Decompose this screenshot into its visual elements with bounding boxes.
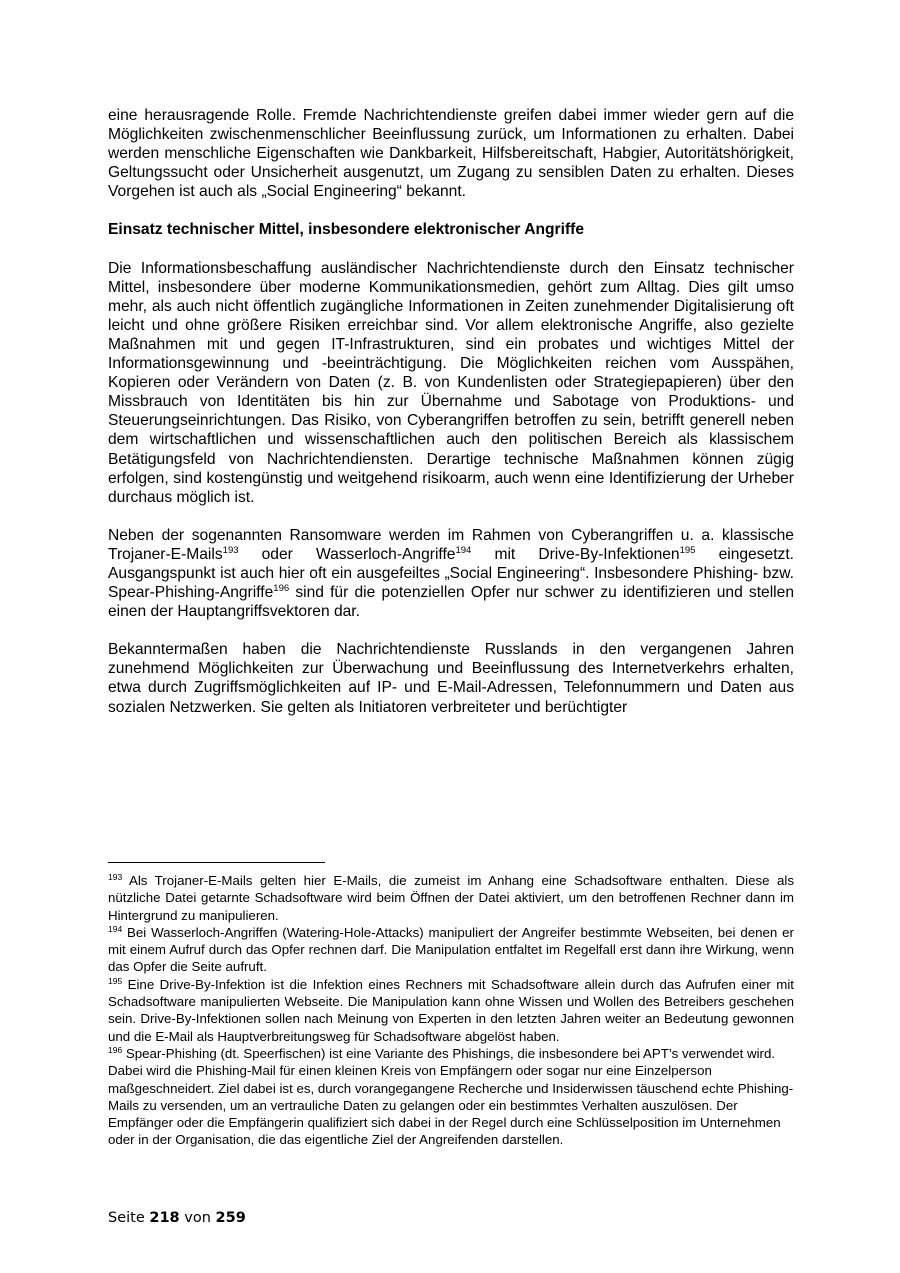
footnote-ref-196[interactable]: 196 [273,583,290,595]
text-run: eingesetzt. Ausgangspunkt ist auch hier oft ein ausgefeiltes „Social Engineering“. Insbesondere Phishing- bzw. Spear-Phishing-Angriffe [108,545,794,602]
footnote-193 [108,872,794,924]
footnote-ref-194[interactable]: 194 [455,544,472,556]
text-run: oder Wasserloch-Angriffe [238,545,456,563]
total-pages: 259 [215,1210,246,1226]
current-page: 218 [149,1210,180,1226]
footnote-195 [108,976,794,1045]
footnote-ref-193[interactable]: 193 [222,544,239,556]
text-run: mit Drive-By-Infektionen [471,545,680,563]
footnote-number: 195 [108,975,123,986]
text-run: Neben der sogenannten Ransomware werden im Rahmen von Cyberangriffen u. a. klassische Trojaner-E-Mails [108,526,794,563]
footnote-number: 194 [108,923,123,934]
footnote-text: Als Trojaner-E-Mails gelten hier E-Mails, die zumeist im Anhang eine Schadsoftware enthalten. Diese als nützliche Datei getarnte Schadsoftware wird beim Öffnen der Datei aktiviert, um den betroffenen Rechner dann im Hintergrund zu manipulieren. [108,873,794,923]
footnote-number: 193 [108,872,123,882]
page-number [108,1210,246,1226]
page-label: Seite [108,1210,150,1226]
paragraph-russia-services: Bekanntermaßen haben die Nachrichtendienste Russlands in den vergangenen Jahren zunehmend Möglichkeiten zur Überwachung und Beeinflussung des Internetverkehrs erhalten, etwa durch Zugriffsmöglichkeiten auf IP- und E-Mail-Adressen, Telefonnummern und Daten aus sozialen Netzwerken. Sie gelten als Initiatoren verbreiteter und berüchtigter [108,641,794,716]
footnote-text: Bei Wasserloch-Angriffen (Watering-Hole-Attacks) manipuliert der Angreifer bestimmte Webseiten, bei denen er mit einem Aufruf durch das Opfer rechnen darf. Die Manipulation entfaltet im Regelfall erst dann ihre Wirkung, wenn das Opfer die Seite aufruft. [108,924,794,975]
text-run: sind für die potenziellen Opfer nur schwer zu identifizieren und stellen einen der Hauptangriffsvektoren dar. [108,584,794,621]
paragraph-cyberattacks [108,526,794,621]
section-heading: Einsatz technischer Mittel, insbesondere elektronischer Angriffe [108,221,585,239]
footnote-separator [108,862,325,863]
footnotes [108,872,794,1149]
footnote-194 [108,924,794,976]
footnote-number: 196 [108,1044,123,1055]
page-of-label: von [179,1210,216,1226]
main-text [108,106,794,736]
footnote-text: Eine Drive-By-Infektion ist die Infektion eines Rechners mit Schadsoftware allein durch das Aufrufen einer mit Schadsoftware manipulierten Webseite. Die Manipulation kann ohne Wissen und Wollen des Betreibers geschehen sein. Drive-By-Infektionen sollen nach Meinung von Experten in den letzten Jahren weiter an Bedeutung gewonnen und die E-Mail als Hauptverbreitungsweg für Schadsoftware abgelöst haben. [108,976,794,1044]
paragraph-social-engineering: eine herausragende Rolle. Fremde Nachrichtendienste greifen dabei immer wieder gern auf die Möglichkeiten zwischenmenschlicher Beeinflussung zurück, um Informationen zu erhalten. Dabei werden menschliche Eigenschaften wie Dankbarkeit, Hilfsbereitschaft, Habgier, Autoritätshörigkeit, Geltungssucht oder Unsicherheit ausgenutzt, um Zugang zu sensiblen Daten zu erhalten. Dieses Vorgehen ist auch als „Social Engineering“ bekannt. [108,107,794,201]
footnote-text: Spear-Phishing (dt. Speerfischen) ist eine Variante des Phishings, die insbesondere bei APT’s verwendet wird. Dabei wird die Phishing-Mail für einen kleinen Kreis von Empfängern oder sogar nur eine Einzelperson maßgeschneidert. Ziel dabei ist es, durch vorangegangene Recherche und Insiderwissen täuschend echte Phishing-Mails zu versenden, um an vertrauliche Daten zu gelangen oder ein bestimmtes Verhalten auszulösen. Der Empfänger oder die Empfängerin qualifiziert sich dabei in der Regel durch eine Schlüsselposition im Unternehmen oder in der Organisation, die das eigentliche Ziel der Angreifenden darstellen. [108,1045,794,1148]
paragraph-technical-means: Die Informationsbeschaffung ausländischer Nachrichtendienste durch den Einsatz technischer Mittel, insbesondere über moderne Kommunikationsmedien, gehört zum Alltag. Dies gilt umso mehr, als auch nicht öffentlich zugängliche Informationen in Zeiten zunehmender Digitalisierung oft leicht und ohne größere Risiken erreichbar sind. Vor allem elektronische Angriffe, also gezielte Maßnahmen mit und gegen IT-Infrastrukturen, sind ein probates und wichtiges Mittel der Informationsgewinnung und -beeinträchtigung. Die Möglichkeiten reichen vom Ausspähen, Kopieren oder Verändern von Daten (z. B. von Kundenlisten oder Strategiepapieren) über den Missbrauch von Identitäten bis hin zur Übernahme und Sabotage von Produktions- und Steuerungseinrichtungen. Das Risiko, von Cyberangriffen betroffen zu sein, betrifft generell neben dem wirtschaftlichen und wissenschaftlichen auch den politischen Bereich als klassischem Betätigungsfeld von Nachrichtendiensten. Derartige technische Maßnahmen können zügig erfolgen, sind kostengünstig und weitgehend risikoarm, auch wenn eine Identifizierung der Urheber durchaus möglich ist. [108,259,794,506]
footnote-ref-195[interactable]: 195 [679,544,696,556]
footnote-196 [108,1045,794,1149]
